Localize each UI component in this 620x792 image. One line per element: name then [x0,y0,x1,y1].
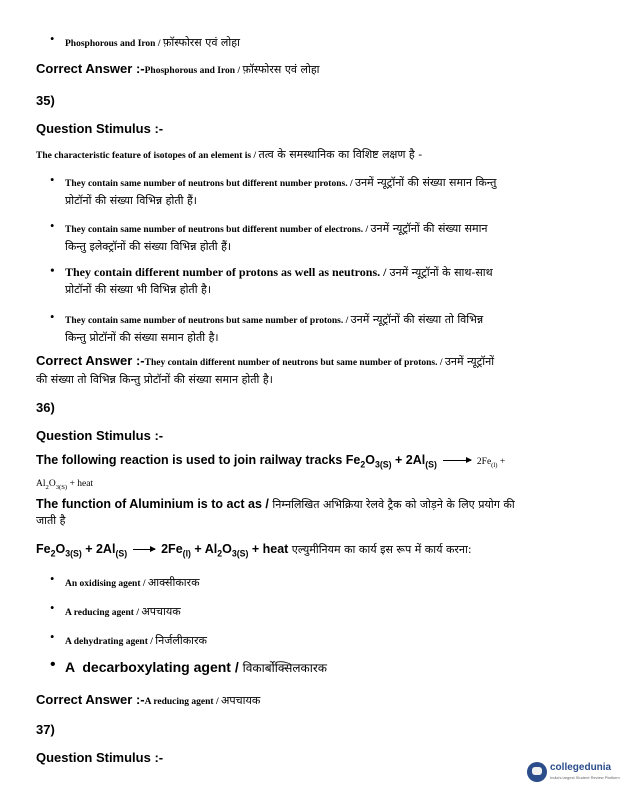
option-hi: आक्सीकारक [147,576,200,589]
bullet: • [50,601,55,615]
question-stimulus [36,145,581,163]
correct-answer-label: Correct Answer :- [36,692,145,707]
function-en: The function of Aluminium is to act as / [36,497,273,511]
answer-hi: फ़ॉस्फोरस एवं लोहा [242,63,320,76]
correct-answer-label: Correct Answer :- [36,61,145,76]
correct-answer-label: Correct Answer :- [36,353,145,368]
option-d [65,659,580,677]
answer-en: They contain different number of neutrons but same number of protons. / [144,358,445,368]
option-en: They contain same number of neutrons but different number protons. / [65,179,355,189]
option-b [65,220,580,254]
bullet: • [50,630,55,644]
question-stimulus-label: Question Stimulus :- [36,121,164,136]
option-hi: विकार्बोक्सिलकारक [242,661,327,675]
option-b [65,602,580,620]
answer-hi: उनमें न्यूट्रॉनों [444,355,495,368]
question-number: 37) [36,722,55,737]
answer-hi: अपचायक [220,694,261,707]
question-number: 36) [36,400,55,415]
option-hi: फ़ॉस्फोरस एवं लोहा [162,36,240,49]
function-line [36,496,581,528]
stimulus-en: The following reaction is used to join railway tracks $Fe_2O_{3(S)} + 2Al_{(S)}$ [36,453,437,470]
stimulus-hi: तत्व के समस्थानिक का विशिष्ट लक्षण है - [258,148,423,161]
answer-en: Phosphorous and Iron / [144,66,243,76]
equation-hi: एल्युमीनियम का कार्य इस रूप में कार्य करना: [291,543,472,556]
logo-name: collegedunia [550,762,612,773]
bullet: • [50,173,55,187]
option-hi: अपचायक [141,605,181,618]
stimulus-en: The characteristic feature of isotopes of an element is / [36,151,259,161]
option-en: They contain same number of neutrons but different number of electrons. / [65,225,371,235]
answer-hi: की संख्या तो विभिन्न किन्तु प्रोटॉनों की संख्या समान होती है। [36,373,273,386]
option-en: A decarboxylating agent / [65,659,243,675]
option-hi: उनमें न्यूट्रॉनों की संख्या तो विभिन्न [350,313,484,326]
option-hi: उनमें न्यूट्रॉनों की संख्या समान [370,222,488,235]
equation-reactants: $Fe_2O_{3(S)} + 2Al_{(S)}$ [36,542,128,559]
bullet: • [50,572,55,586]
option-c [65,264,580,298]
equation-line [36,540,581,559]
logo-tagline: India's largest Student Review Platform [550,775,620,780]
bullet: • [50,219,55,233]
bullet: • [50,32,55,46]
reaction-arrow-icon [443,460,471,461]
reaction-arrow-icon [133,549,155,550]
owl-icon [527,762,547,782]
option-en: A reducing agent / [65,608,142,618]
option-hi: उनमें न्यूट्रॉनों के साथ-साथ [389,266,493,279]
option-hi: किन्तु प्रोटॉनों की संख्या समान होती है। [65,331,219,344]
correct-answer-q34 [36,60,581,78]
option-hi: प्रोटॉनों की संख्या भी विभिन्न होती है। [65,283,212,296]
option-hi: उनमें न्यूट्रॉनों की संख्या समान किन्तु [354,176,497,189]
option-c [65,631,580,649]
product-line2: $Al_2O_{3(S)}$ + heat [36,478,94,491]
option-en: A dehydrating agent / [65,637,156,647]
question-stimulus-label: Question Stimulus :- [36,428,164,443]
function-hi: जाती है [36,514,66,527]
collegedunia-logo [527,759,620,787]
option-hi: किन्तु इलेक्ट्रॉनों की संख्या विभिन्न होती हैं। [65,240,232,253]
equation-products: $2Fe_{(l)} + Al_2O_{3(S)}$ + heat [161,542,292,559]
question-stimulus-label: Question Stimulus :- [36,750,164,765]
option-a [65,573,580,591]
option-en: An oxidising agent / [65,579,148,589]
correct-answer-q36 [36,691,581,709]
question-stimulus [36,452,581,496]
function-hi: निम्नलिखित अभिक्रिया रेलवे ट्रैक को जोड़ने के लिए प्रयोग की [272,498,515,511]
option-a [65,174,580,208]
answer-en: A reducing agent / [144,697,221,707]
option-hi: प्रोटॉनों की संख्या विभिन्न होती हैं। [65,194,197,207]
option-text [65,33,580,51]
option-en: They contain different number of protons as well as neutrons. / [65,265,390,279]
question-number: 35) [36,93,55,108]
option-en: Phosphorous and Iron / [65,39,163,49]
bullet: • [50,263,55,278]
product: $2Fe_{(l)}$ + [476,457,506,469]
correct-answer-q35 [36,353,581,388]
option-en: They contain same number of neutrons but same number of protons. / [65,316,351,326]
bullet: • [50,656,56,673]
option-hi: निर्जलीकारक [155,634,207,647]
bullet: • [50,310,55,324]
option-d [65,311,580,345]
